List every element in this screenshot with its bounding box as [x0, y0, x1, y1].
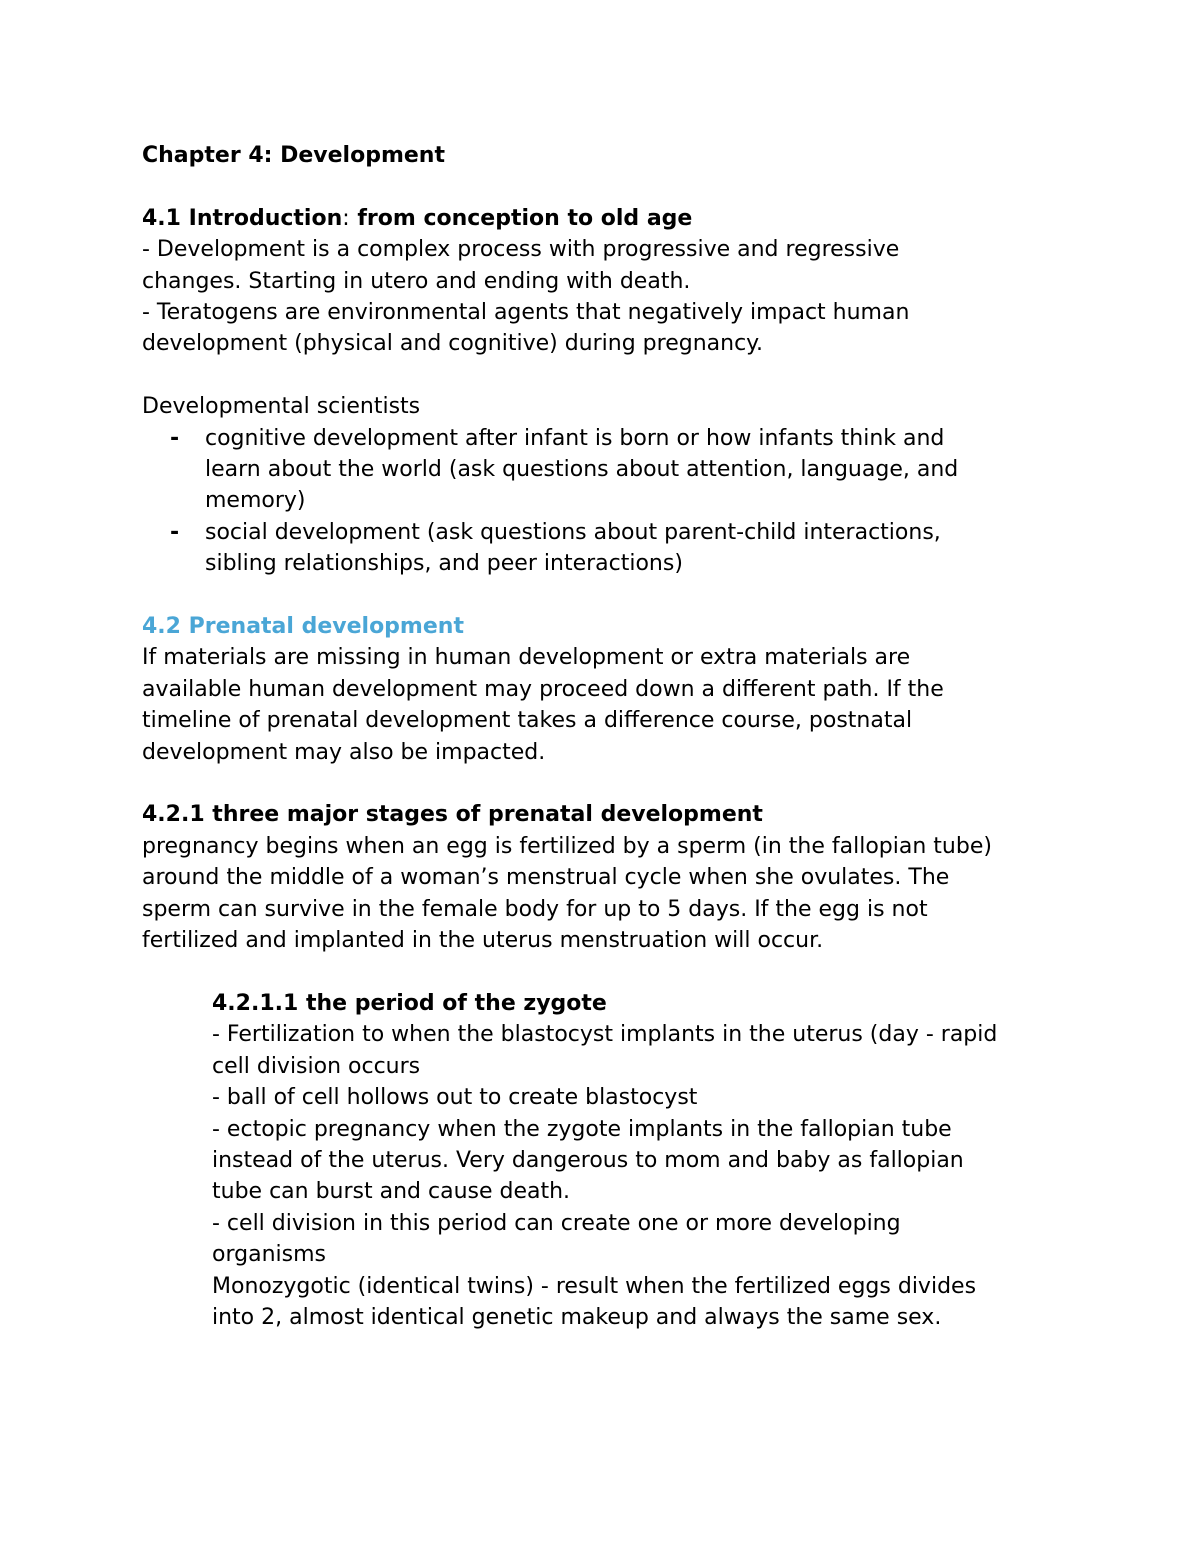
body-line: cell division occurs — [212, 1053, 421, 1079]
section-4-2-1-1-heading: 4.2.1.1 the period of the zygote — [212, 990, 607, 1016]
bullet-item-cognitive — [142, 423, 1067, 517]
body-line: - Teratogens are environmental agents that negatively impact human — [142, 300, 910, 326]
body-line: available human development may proceed down a different path. If the — [142, 676, 944, 702]
body-line: - ectopic pregnancy when the zygote implants in the fallopian tube — [212, 1116, 952, 1142]
body-line: organisms — [212, 1242, 326, 1268]
body-line: - Development is a complex process with progressive and regressive — [142, 237, 900, 263]
section-4-1-colon: : — [342, 205, 350, 231]
body-line: Monozygotic (identical twins) - result when the fertilized eggs divides — [212, 1273, 977, 1299]
bullet-line: social development (ask questions about parent-child interactions, — [205, 519, 941, 545]
body-line: tube can burst and cause death. — [212, 1179, 571, 1205]
body-line: If materials are missing in human development or extra materials are — [142, 645, 911, 671]
section-4-1-heading — [142, 203, 1067, 234]
bullet-line: memory) — [205, 488, 306, 514]
body-line: - Fertilization to when the blastocyst implants in the uterus (day - rapid — [212, 1022, 998, 1048]
bullet-marker: - — [170, 519, 180, 545]
scientists-heading: Developmental scientists — [142, 394, 421, 420]
body-line: around the middle of a woman’s menstrual cycle when she ovulates. The — [142, 865, 950, 891]
body-line: into 2, almost identical genetic makeup and always the same sex. — [212, 1304, 942, 1330]
section-4-2-1-1 — [212, 988, 1067, 1333]
bullet-line: sibling relationships, and peer interactions) — [205, 551, 683, 577]
section-4-2-1-heading: 4.2.1 three major stages of prenatal development — [142, 802, 763, 828]
body-line: changes. Starting in utero and ending with death. — [142, 268, 691, 294]
section-4-1-title-rest: from conception to old age — [349, 205, 693, 231]
bullet-item-social — [142, 517, 1067, 580]
bullet-text — [205, 423, 1067, 517]
section-4-2 — [142, 611, 1067, 768]
chapter-title: Chapter 4: Development — [142, 143, 445, 168]
bullet-line: cognitive development after infant is born or how infants think and — [205, 425, 945, 451]
body-line: development may also be impacted. — [142, 739, 546, 765]
body-line: - ball of cell hollows out to create blastocyst — [212, 1085, 698, 1111]
section-4-2-heading: 4.2 Prenatal development — [142, 614, 464, 640]
body-line: development (physical and cognitive) during pregnancy. — [142, 331, 764, 357]
developmental-scientists — [142, 391, 1067, 579]
body-line: - cell division in this period can create one or more developing — [212, 1210, 901, 1236]
section-4-2-1 — [142, 799, 1067, 956]
section-4-1 — [142, 203, 1067, 360]
body-line: instead of the uterus. Very dangerous to mom and baby as fallopian — [212, 1147, 964, 1173]
spacer — [142, 360, 1067, 391]
body-line: fertilized and implanted in the uterus menstruation will occur. — [142, 928, 824, 954]
bullet-text — [205, 517, 1067, 580]
body-line: pregnancy begins when an egg is fertilized by a sperm (in the fallopian tube) — [142, 833, 992, 859]
section-4-1-number-title: 4.1 Introduction — [142, 205, 343, 231]
body-line: timeline of prenatal development takes a difference course, postnatal — [142, 708, 913, 734]
bullet-line: learn about the world (ask questions about attention, language, and — [205, 457, 959, 483]
spacer — [142, 768, 1067, 799]
body-line: sperm can survive in the female body for up to 5 days. If the egg is not — [142, 896, 928, 922]
spacer — [142, 580, 1067, 611]
bullet-marker: - — [170, 425, 180, 451]
document-body — [142, 140, 1067, 1333]
spacer — [142, 171, 1067, 202]
spacer — [142, 957, 1067, 988]
